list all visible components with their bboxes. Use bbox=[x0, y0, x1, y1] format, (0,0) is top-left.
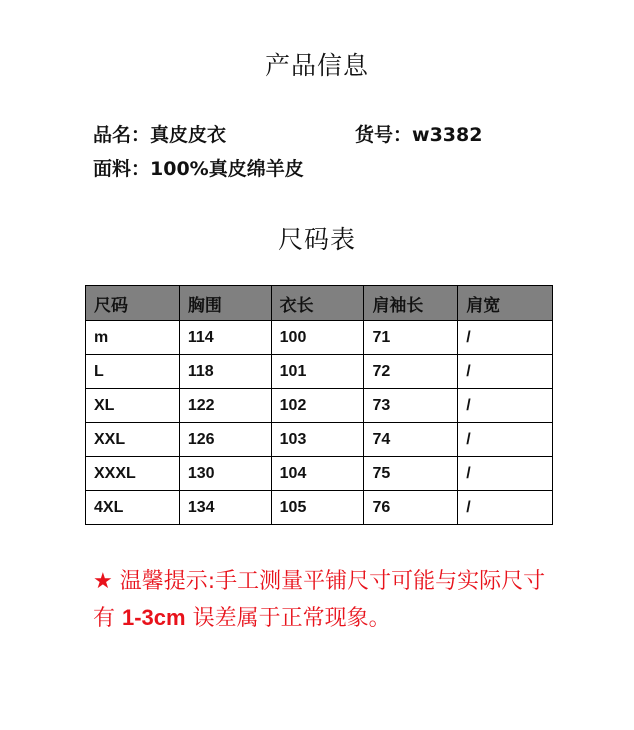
table-cell: 105 bbox=[271, 491, 364, 525]
table-cell: / bbox=[458, 355, 553, 389]
table-cell: / bbox=[458, 389, 553, 423]
table-cell: 102 bbox=[271, 389, 364, 423]
table-row bbox=[86, 321, 553, 355]
table-cell: 126 bbox=[179, 423, 271, 457]
product-name-label: 品名： bbox=[93, 124, 151, 146]
table-cell: L bbox=[86, 355, 180, 389]
product-sku bbox=[355, 120, 482, 147]
table-cell: / bbox=[458, 423, 553, 457]
table-cell: XL bbox=[86, 389, 180, 423]
header-shoulder-sleeve: 肩袖长 bbox=[364, 286, 458, 321]
table-cell: 75 bbox=[364, 457, 458, 491]
product-sku-value: w3382 bbox=[412, 124, 483, 146]
table-cell: 114 bbox=[179, 321, 271, 355]
product-name-value: 真皮皮衣 bbox=[150, 124, 227, 146]
notice-text-part-2: 误差属于正常现象。 bbox=[185, 606, 391, 631]
table-row bbox=[86, 491, 553, 525]
table-cell: 4XL bbox=[86, 491, 180, 525]
fabric-label: 面料： bbox=[93, 158, 151, 180]
table-cell: 76 bbox=[364, 491, 458, 525]
table-cell: 103 bbox=[271, 423, 364, 457]
table-cell: 100 bbox=[271, 321, 364, 355]
table-cell: 130 bbox=[179, 457, 271, 491]
table-cell: 71 bbox=[364, 321, 458, 355]
table-row bbox=[86, 423, 553, 457]
table-cell: 101 bbox=[271, 355, 364, 389]
table-cell: 73 bbox=[364, 389, 458, 423]
header-length: 衣长 bbox=[271, 286, 364, 321]
table-cell: 72 bbox=[364, 355, 458, 389]
product-info-line-1 bbox=[93, 120, 483, 147]
table-cell: / bbox=[458, 457, 553, 491]
table-cell: XXXL bbox=[86, 457, 180, 491]
product-sku-label: 货号： bbox=[355, 124, 413, 146]
table-row bbox=[86, 389, 553, 423]
header-size: 尺码 bbox=[86, 286, 180, 321]
size-table-title: 尺码表 bbox=[277, 225, 356, 254]
header-chest: 胸围 bbox=[179, 286, 271, 321]
size-table bbox=[85, 285, 553, 525]
measurement-notice bbox=[93, 564, 553, 637]
table-cell: XXL bbox=[86, 423, 180, 457]
table-cell: / bbox=[458, 491, 553, 525]
table-cell: 118 bbox=[179, 355, 271, 389]
size-table-header-row bbox=[86, 286, 553, 321]
notice-error-range: 1-3cm bbox=[122, 605, 186, 630]
table-row bbox=[86, 457, 553, 491]
table-cell: 134 bbox=[179, 491, 271, 525]
table-cell: 74 bbox=[364, 423, 458, 457]
header-shoulder-width: 肩宽 bbox=[458, 286, 553, 321]
notice-text-part-1: 温馨提示:手工测量平铺尺寸可能与实际尺寸有 bbox=[93, 569, 546, 631]
table-cell: m bbox=[86, 321, 180, 355]
product-info-line-2 bbox=[93, 154, 304, 181]
fabric-value: 100%真皮绵羊皮 bbox=[150, 158, 304, 180]
table-cell: 104 bbox=[271, 457, 364, 491]
table-cell: 122 bbox=[179, 389, 271, 423]
star-icon: ★ bbox=[93, 569, 113, 594]
page-title: 产品信息 bbox=[264, 51, 369, 80]
table-cell: / bbox=[458, 321, 553, 355]
table-row bbox=[86, 355, 553, 389]
